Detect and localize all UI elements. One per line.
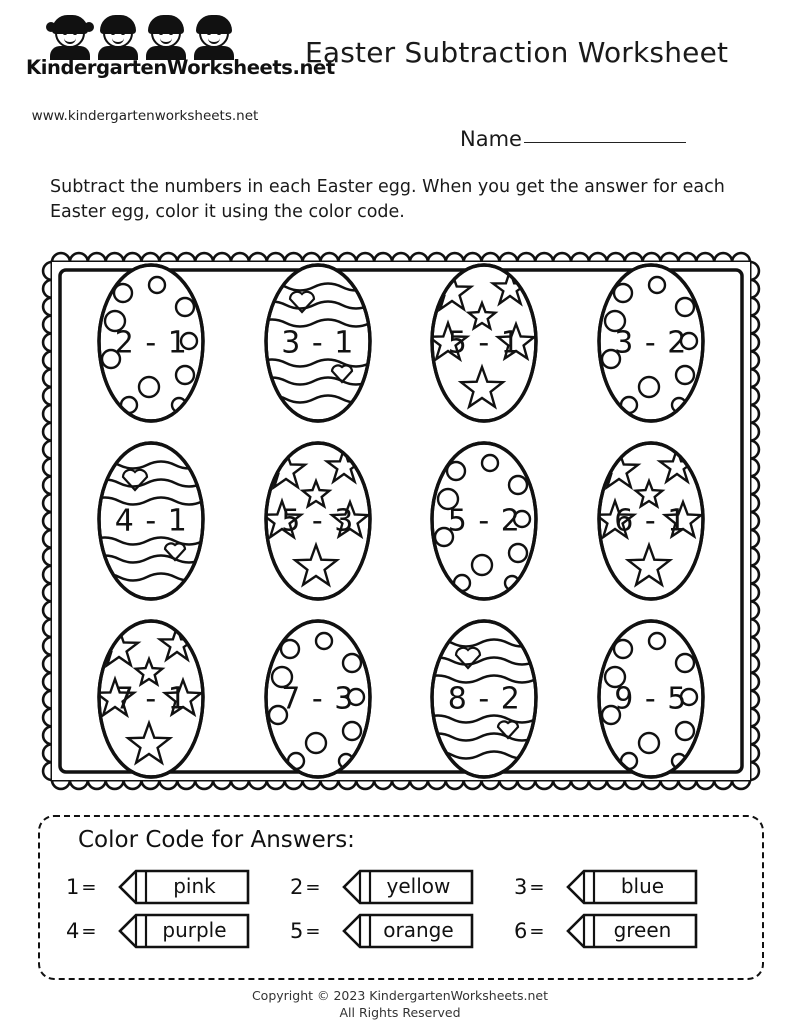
- color-name: orange: [383, 918, 454, 942]
- color-code-row: [66, 869, 738, 905]
- egg-expression: 2 - 1: [114, 325, 188, 361]
- egg-expression: 5 - 2: [447, 503, 521, 539]
- instructions-text: Subtract the numbers in each Easter egg. When you get the answer for each Easter egg, color it using the color code.: [50, 177, 725, 222]
- egg-expression: 5 - 1: [447, 325, 521, 361]
- color-name: blue: [620, 874, 665, 898]
- kids-illustration-icon: [48, 14, 278, 60]
- easter-egg-icon: [85, 259, 217, 427]
- color-code-item-4[interactable]: [66, 913, 290, 949]
- easter-egg-icon: [252, 259, 384, 427]
- name-field[interactable]: [460, 127, 686, 151]
- egg-item[interactable]: [235, 432, 402, 610]
- color-code-number: 3: [514, 875, 528, 899]
- rights-text: All Rights Reserved: [339, 1004, 461, 1020]
- name-label: Name: [460, 127, 522, 151]
- crayon-icon: [546, 913, 698, 949]
- site-logo: [26, 14, 335, 79]
- crayon-icon: [322, 913, 474, 949]
- color-name: green: [613, 918, 672, 942]
- color-code-equals: =: [305, 876, 321, 898]
- logo-wordmark: KindergartenWorksheets.net: [26, 56, 335, 79]
- egg-item[interactable]: [401, 254, 568, 432]
- egg-item[interactable]: [68, 254, 235, 432]
- color-code-item-5[interactable]: [290, 913, 514, 949]
- color-code-title: Color Code for Answers:: [78, 827, 355, 853]
- egg-item[interactable]: [235, 254, 402, 432]
- egg-item[interactable]: [68, 610, 235, 788]
- egg-item[interactable]: [568, 610, 735, 788]
- egg-item[interactable]: [401, 610, 568, 788]
- page-header: [0, 0, 800, 151]
- crayon-icon: [322, 869, 474, 905]
- egg-expression: 6 - 1: [614, 503, 688, 539]
- name-write-line[interactable]: [524, 142, 686, 143]
- easter-egg-icon: [252, 437, 384, 605]
- egg-item[interactable]: [568, 432, 735, 610]
- copyright-text: Copyright © 2023 KindergartenWorksheets.net: [251, 988, 549, 1003]
- color-code-rows: [66, 869, 738, 957]
- color-code-number: 5: [290, 919, 304, 943]
- color-code-item-2[interactable]: [290, 869, 514, 905]
- color-code-item-6[interactable]: [514, 913, 738, 949]
- easter-egg-icon: [585, 259, 717, 427]
- egg-item[interactable]: [401, 432, 568, 610]
- egg-item[interactable]: [235, 610, 402, 788]
- color-code-number: 4: [66, 919, 80, 943]
- color-code-box: [38, 815, 764, 980]
- egg-item[interactable]: [68, 432, 235, 610]
- site-url: www.kindergartenworksheets.net: [31, 108, 259, 124]
- egg-item[interactable]: [568, 254, 735, 432]
- color-code-equals: =: [305, 920, 321, 942]
- color-code-number: 6: [514, 919, 528, 943]
- crayon-icon: [98, 913, 250, 949]
- color-code-equals: =: [529, 920, 545, 942]
- easter-egg-icon: [418, 437, 550, 605]
- egg-expression: 7 - 3: [281, 681, 355, 717]
- color-code-row: [66, 913, 738, 949]
- egg-panel: [38, 232, 764, 810]
- color-code-item-1[interactable]: [66, 869, 290, 905]
- easter-egg-icon: [585, 615, 717, 783]
- color-name: purple: [162, 918, 227, 942]
- crayon-icon: [546, 869, 698, 905]
- egg-expression: 5 - 3: [281, 503, 355, 539]
- color-name: pink: [173, 874, 216, 898]
- color-code-number: 1: [66, 875, 80, 899]
- color-code-equals: =: [529, 876, 545, 898]
- color-code-number: 2: [290, 875, 304, 899]
- egg-expression: 4 - 1: [114, 503, 188, 539]
- page-footer: [0, 988, 800, 1022]
- easter-egg-icon: [85, 437, 217, 605]
- egg-expression: 3 - 2: [614, 325, 688, 361]
- page-title: Easter Subtraction Worksheet: [305, 36, 729, 69]
- egg-expression: 8 - 2: [447, 681, 521, 717]
- crayon-icon: [98, 869, 250, 905]
- easter-egg-icon: [585, 437, 717, 605]
- color-code-equals: =: [81, 876, 97, 898]
- easter-egg-icon: [85, 615, 217, 783]
- easter-egg-icon: [252, 615, 384, 783]
- egg-grid: [68, 254, 734, 788]
- color-name: yellow: [386, 874, 451, 898]
- color-code-equals: =: [81, 920, 97, 942]
- egg-expression: 9 - 5: [614, 681, 688, 717]
- easter-egg-icon: [418, 259, 550, 427]
- easter-egg-icon: [418, 615, 550, 783]
- egg-expression: 7 - 1: [114, 681, 188, 717]
- egg-expression: 3 - 1: [281, 325, 355, 361]
- color-code-item-3[interactable]: [514, 869, 738, 905]
